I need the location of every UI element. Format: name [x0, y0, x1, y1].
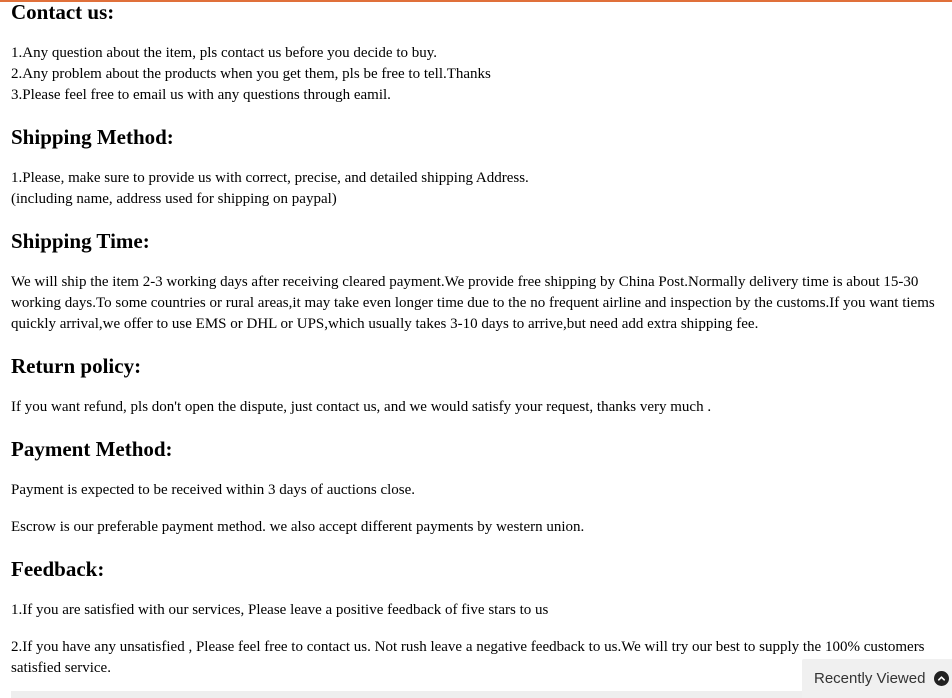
contact-us-line-3: 3.Please feel free to email us with any questions through eamil. — [11, 87, 391, 103]
contact-us-heading: Contact us: — [11, 0, 115, 24]
feedback-text-2: 2.If you have any unsatisfied , Please feel free to contact us. Not rush leave a negative feedback to us.We will try our best to supply the 100% customers satisfied service. — [11, 639, 925, 676]
shipping-method-line-2: (including name, address used for shipping on paypal) — [11, 191, 337, 207]
shipping-method-heading: Shipping Method: — [11, 125, 174, 149]
return-policy-text: If you want refund, pls don't open the dispute, just contact us, and we would satisfy your request, thanks very much . — [11, 399, 712, 415]
contact-us-line-1: 1.Any question about the item, pls contact us before you decide to buy. — [11, 45, 438, 61]
payment-method-text-2: Escrow is our preferable payment method. we also accept different payments by western union. — [11, 519, 585, 535]
feedback-heading: Feedback: — [11, 557, 105, 581]
payment-method-heading: Payment Method: — [11, 437, 173, 461]
shipping-method-line-1: 1.Please, make sure to provide us with correct, precise, and detailed shipping Address. — [11, 170, 529, 186]
recently-viewed-label: Recently Viewed — [814, 670, 926, 687]
top-divider — [0, 0, 952, 2]
return-policy-heading: Return policy: — [11, 354, 142, 378]
contact-us-line-2: 2.Any problem about the products when you get them, pls be free to tell.Thanks — [11, 66, 491, 82]
payment-method-text-1: Payment is expected to be received within 3 days of auctions close. — [11, 482, 416, 498]
chevron-up-circle-icon — [934, 671, 949, 686]
feedback-text-1: 1.If you are satisfied with our services, Please leave a positive feedback of five stars to us — [11, 602, 549, 618]
shipping-time-heading: Shipping Time: — [11, 229, 150, 253]
shipping-time-text: We will ship the item 2-3 working days after receiving cleared payment.We provide free shipping by China Post.Normally delivery time is about 15-30 working days.To some countries or rural areas,it may take even longer time due to the no frequent airline and inspection by the customs.If you want tiems quickly arrival,we offer to use EMS or DHL or UPS,which usually takes 3-10 days to arrive,but need add extra shipping fee. — [11, 274, 935, 332]
recently-viewed-button[interactable] — [802, 659, 952, 698]
